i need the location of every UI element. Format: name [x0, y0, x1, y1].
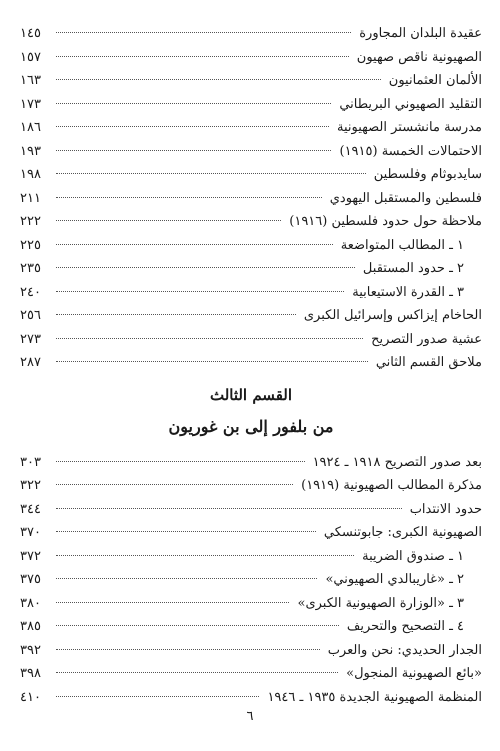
toc-entry-title: سايدبوثام وفلسطين	[373, 167, 482, 182]
toc-entry	[20, 210, 482, 234]
toc-entry	[20, 281, 482, 305]
toc-entry	[20, 304, 482, 328]
table-of-contents-page	[20, 22, 482, 709]
toc-entry-page-number: ٣٩٨	[20, 666, 41, 681]
dot-leader	[56, 602, 289, 603]
toc-entry-page-number: ٣٨٥	[20, 619, 41, 634]
toc-entry-title: بعد صدور التصريح ١٩١٨ ـ ١٩٢٤	[312, 454, 482, 470]
toc-entry	[20, 592, 482, 616]
dot-leader	[56, 244, 333, 245]
dot-leader	[56, 197, 322, 198]
toc-entry-title: الاحتمالات الخمسة (١٩١٥)	[339, 143, 482, 159]
dot-leader	[56, 291, 344, 292]
toc-entry-page-number: ٢٣٥	[20, 261, 41, 276]
toc-entry-page-number: ٢١١	[20, 190, 41, 206]
toc-entry	[20, 545, 482, 569]
dot-leader	[56, 56, 349, 57]
toc-entry-title: ١ ـ صندوق الضريبة	[362, 548, 464, 564]
toc-entry-title: التقليد الصهيوني البريطاني	[339, 96, 482, 112]
toc-entry-title: ٣ ـ «الوزارة الصهيونية الكبرى»	[297, 595, 464, 611]
toc-list-part-three	[20, 451, 482, 710]
toc-entry-page-number: ٢٨٧	[20, 355, 41, 370]
page-number: ٦	[246, 709, 254, 724]
dot-leader	[56, 103, 331, 104]
toc-entry-title: عشية صدور التصريح	[371, 331, 482, 347]
dot-leader	[56, 555, 354, 556]
dot-leader	[56, 508, 402, 509]
toc-entry	[20, 140, 482, 164]
dot-leader	[56, 484, 293, 485]
toc-entry	[20, 69, 482, 93]
toc-entry-page-number: ٢٥٦	[20, 308, 41, 323]
toc-entry	[20, 46, 482, 70]
toc-entry	[20, 498, 482, 522]
toc-entry	[20, 351, 482, 375]
toc-entry-page-number: ٣٨٠	[20, 595, 41, 611]
toc-entry	[20, 93, 482, 117]
toc-entry-title: فلسطين والمستقبل اليهودي	[329, 190, 482, 206]
dot-leader	[56, 150, 331, 151]
toc-entry-page-number: ١٤٥	[20, 26, 41, 41]
toc-entry-title: ملاحظة حول حدود فلسطين (١٩١٦)	[289, 214, 482, 229]
toc-entry	[20, 568, 482, 592]
toc-entry-page-number: ٣٩٢	[20, 642, 41, 658]
section-subheading: من بلفور إلى بن غوريون	[168, 416, 334, 436]
toc-entry-title: المنظمة الصهيونية الجديدة ١٩٣٥ ـ ١٩٤٦	[267, 689, 482, 705]
dot-leader	[56, 79, 381, 80]
dot-leader	[56, 338, 363, 339]
dot-leader	[56, 461, 305, 462]
toc-entry-page-number: ٣٤٤	[20, 501, 41, 517]
toc-entry-title: ٢ ـ «غاريبالدي الصهيوني»	[325, 572, 464, 587]
toc-entry-page-number: ١٥٧	[20, 49, 41, 65]
dot-leader	[56, 531, 316, 532]
toc-entry	[20, 686, 482, 710]
toc-entry-title: عقيدة البلدان المجاورة	[359, 26, 482, 41]
toc-entry-title: ٤ ـ التصحيح والتحريف	[346, 619, 464, 634]
dot-leader	[56, 649, 320, 650]
toc-entry	[20, 22, 482, 46]
toc-entry-page-number: ١٦٣	[20, 73, 41, 88]
toc-entry	[20, 187, 482, 211]
toc-entry-title: ملاحق القسم الثاني	[375, 355, 482, 370]
toc-entry	[20, 234, 482, 258]
toc-entry	[20, 257, 482, 281]
toc-entry	[20, 451, 482, 475]
toc-entry-page-number: ١٩٨	[20, 167, 41, 182]
toc-list-part-two	[20, 22, 482, 375]
toc-entry	[20, 662, 482, 686]
toc-entry-title: ٢ ـ حدود المستقبل	[362, 261, 464, 276]
dot-leader	[56, 361, 368, 362]
toc-entry	[20, 615, 482, 639]
dot-leader	[56, 173, 366, 174]
toc-entry-page-number: ٢٢٢	[20, 214, 41, 229]
toc-entry-title: الألمان العثمانيون	[388, 73, 482, 88]
toc-entry-title: ١ ـ المطالب المتواضعة	[340, 237, 464, 253]
toc-entry-title: مذكرة المطالب الصهيونية (١٩١٩)	[301, 478, 482, 493]
toc-entry-page-number: ٢٢٥	[20, 237, 41, 253]
dot-leader	[56, 267, 355, 268]
dot-leader	[56, 32, 351, 33]
dot-leader	[56, 220, 281, 221]
toc-entry-title: الحاخام إيزاكس وإسرائيل الكبرى	[303, 308, 482, 323]
toc-entry-title: ٣ ـ القدرة الاستيعابية	[352, 284, 464, 300]
toc-entry-page-number: ١٧٣	[20, 96, 41, 112]
toc-entry	[20, 163, 482, 187]
toc-entry-title: الجدار الحديدي: نحن والعرب	[327, 642, 482, 658]
toc-entry-page-number: ٣٠٣	[20, 454, 41, 470]
dot-leader	[56, 578, 317, 579]
toc-entry-title: حدود الانتداب	[409, 501, 482, 517]
toc-entry-title: مدرسة مانشستر الصهيونية	[336, 120, 482, 135]
toc-entry-page-number: ٤١٠	[20, 689, 41, 705]
toc-entry-page-number: ٣٧٢	[20, 548, 41, 564]
toc-entry-page-number: ١٨٦	[20, 120, 41, 135]
dot-leader	[56, 672, 338, 673]
section-heading: القسم الثالث	[209, 385, 293, 404]
toc-entry-page-number: ٣٧٥	[20, 572, 41, 587]
toc-entry	[20, 116, 482, 140]
toc-entry-page-number: ١٩٣	[20, 143, 41, 159]
toc-entry-title: «بائع الصهيونية المنجول»	[346, 666, 482, 681]
toc-entry-page-number: ٣٧٠	[20, 525, 41, 540]
dot-leader	[56, 314, 296, 315]
toc-entry	[20, 474, 482, 498]
toc-entry-title: الصهيونية ناقص صهيون	[356, 49, 482, 65]
toc-entry-page-number: ٢٧٣	[20, 331, 41, 347]
toc-entry	[20, 328, 482, 352]
toc-entry-title: الصهيونية الكبرى: جابوتنسكي	[323, 525, 482, 540]
toc-entry-page-number: ٣٢٢	[20, 478, 41, 493]
dot-leader	[56, 126, 329, 127]
dot-leader	[56, 696, 259, 697]
toc-entry-page-number: ٢٤٠	[20, 284, 41, 300]
dot-leader	[56, 625, 339, 626]
toc-entry	[20, 639, 482, 663]
toc-entry	[20, 521, 482, 545]
